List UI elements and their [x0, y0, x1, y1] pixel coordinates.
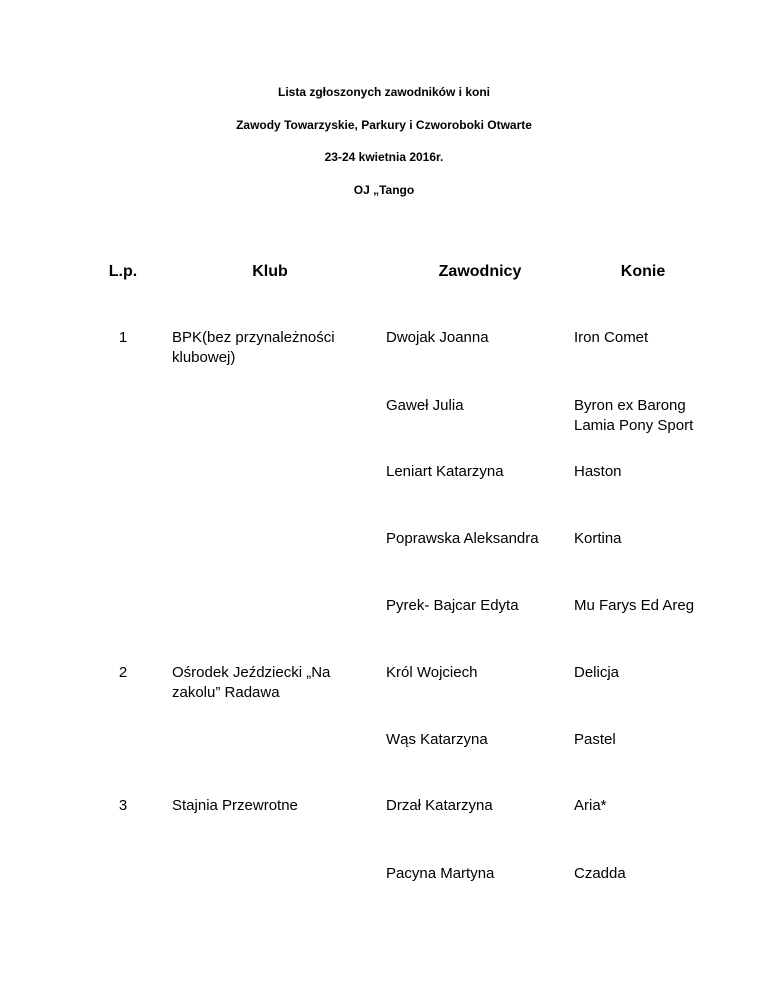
- club-number: 1: [118, 329, 128, 346]
- rider-name: Pacyna Martyna: [386, 865, 495, 882]
- club-name: BPK(bez przynależności klubowej): [172, 329, 335, 366]
- club-number: 3: [118, 797, 128, 814]
- horse-name: Byron ex Barong: [574, 397, 686, 414]
- horse-name: Delicja: [574, 664, 620, 681]
- horse-list: [574, 730, 744, 750]
- rider-name: Poprawska Aleksandra: [386, 530, 539, 547]
- horse-name: Czadda: [574, 865, 626, 882]
- horse-list: [574, 663, 744, 683]
- rider-name: Leniart Katarzyna: [386, 463, 504, 480]
- club-number: 2: [118, 664, 128, 681]
- horse-list: [574, 328, 744, 348]
- horse-list: [574, 462, 744, 482]
- rider-name: Drzał Katarzyna: [386, 797, 493, 814]
- organizer: OJ „Tango: [353, 183, 415, 197]
- horse-name: Lamia Pony Sport: [574, 417, 694, 434]
- rider-name: Wąs Katarzyna: [386, 731, 488, 748]
- horse-list: [574, 796, 744, 816]
- club-name: Ośrodek Jeździecki „Na zakolu” Radawa: [172, 664, 331, 701]
- rider-name: Pyrek- Bajcar Edyta: [386, 597, 519, 614]
- horse-list: [574, 396, 744, 436]
- horse-name: Kortina: [574, 530, 622, 547]
- horse-list: [574, 596, 744, 616]
- horse-name: Mu Farys Ed Areg: [574, 597, 695, 614]
- rider-name: Król Wojciech: [386, 664, 478, 681]
- column-header-horses: Konie: [620, 263, 666, 280]
- rider-name: Gaweł Julia: [386, 397, 464, 414]
- club-name: Stajnia Przewrotne: [172, 797, 298, 814]
- horse-name: Haston: [574, 463, 622, 480]
- event-date: 23-24 kwietnia 2016r.: [324, 150, 444, 164]
- rider-name: Dwojak Joanna: [386, 329, 489, 346]
- column-header-club: Klub: [252, 263, 288, 280]
- horse-list: [574, 864, 744, 884]
- column-header-lp: L.p.: [108, 263, 138, 280]
- horse-name: Aria*: [574, 797, 607, 814]
- document-title: Lista zgłoszonych zawodników i koni: [277, 85, 491, 99]
- horse-list: [574, 529, 744, 549]
- event-name: Zawody Towarzyskie, Parkury i Czworoboki Otwarte: [236, 118, 532, 132]
- horse-name: Pastel: [574, 731, 616, 748]
- horse-name: Iron Comet: [574, 329, 649, 346]
- column-header-riders: Zawodnicy: [438, 263, 522, 280]
